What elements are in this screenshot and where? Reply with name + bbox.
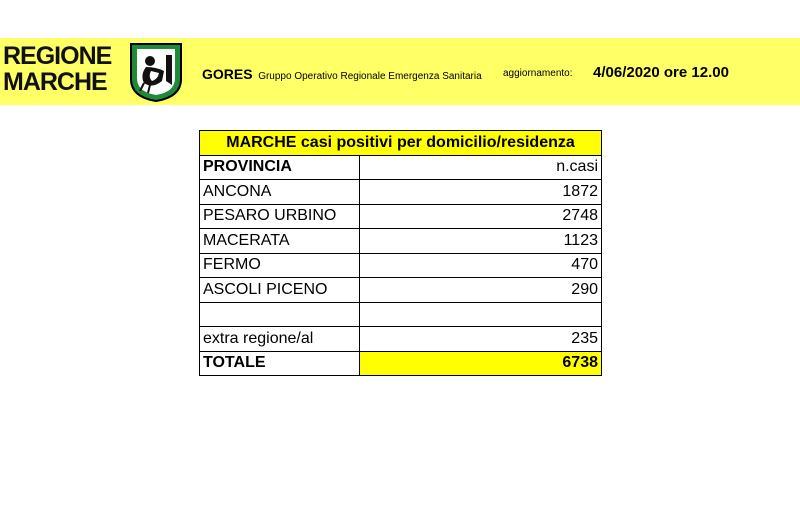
logo-line-2: MARCHE [3, 68, 107, 96]
org-short-name: GORES [202, 66, 253, 82]
case-count: 1872 [360, 180, 602, 205]
column-header-province: PROVINCIA [200, 155, 360, 180]
column-header-cases: n.casi [360, 155, 602, 180]
province-name: PESARO URBINO [200, 204, 360, 229]
province-name: FERMO [200, 253, 360, 278]
table-title: MARCHE casi positivi per domicilio/residenza [200, 131, 602, 156]
total-value: 6738 [360, 351, 602, 376]
table-title-row [200, 131, 602, 156]
province-name: extra regione/al [200, 327, 360, 352]
table-row [200, 204, 602, 229]
update-label: aggiornamento: [503, 68, 573, 79]
case-count: 2748 [360, 204, 602, 229]
logo-line-1: REGIONE [3, 42, 112, 70]
case-count: 470 [360, 253, 602, 278]
table-row [200, 278, 602, 303]
total-label: TOTALE [200, 351, 360, 376]
province-name: ANCONA [200, 180, 360, 205]
case-count: 1123 [360, 229, 602, 254]
case-count: 235 [360, 327, 602, 352]
province-name: MACERATA [200, 229, 360, 254]
case-count: 290 [360, 278, 602, 303]
table-row [200, 180, 602, 205]
table-header-row [200, 155, 602, 180]
cases-by-province-table [199, 130, 602, 376]
province-name [200, 302, 360, 327]
table-row [200, 327, 602, 352]
table-row-empty [200, 302, 602, 327]
table-row [200, 229, 602, 254]
case-count [360, 302, 602, 327]
organization-label [202, 66, 482, 82]
province-name: ASCOLI PICENO [200, 278, 360, 303]
update-value: 4/06/2020 ore 12.00 [593, 64, 729, 81]
regione-marche-logo-text [3, 43, 127, 95]
table-total-row [200, 351, 602, 376]
table-row [200, 253, 602, 278]
regione-marche-emblem-icon [128, 41, 184, 103]
org-full-name: Gruppo Operativo Regionale Emergenza Sanitaria [258, 71, 482, 82]
